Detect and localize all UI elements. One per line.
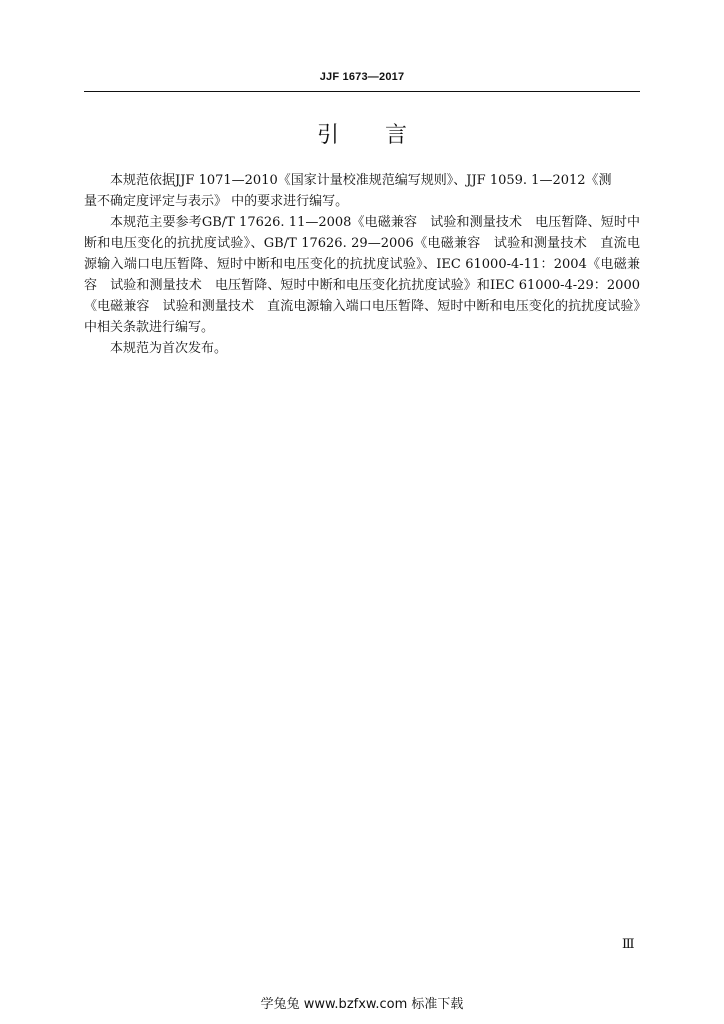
paragraph-basis	[84, 170, 640, 191]
page-number: Ⅲ	[622, 937, 635, 952]
header-rule	[84, 91, 640, 92]
paragraph-references: 本规范主要参考GB/T 17626. 11—2008《电磁兼容 试验和测量技术 电压暂降、短时中断和电压变化的抗扰度试验》、GB/T 17626. 29—2006《电磁兼容 试验和测量技术 直流电源输入端口电压暂降、短时中断和电压变化的抗扰度试验》、IEC 61000-4-11：2004《电磁兼容 试验和测量技术 电压暂降、短时中断和电压变化抗扰度试验》和IEC 61000-4-29：2000《电磁兼容 试验和测量技术 直流电源输入端口电压暂降、短时中断和电压变化的抗扰度试验》中相关条款进行编写。	[84, 215, 640, 335]
paragraph-basis-line-1: 本规范依据JJF 1071—2010《国家计量校准规范编写规则》、JJF 1059. 1—2012《测	[110, 173, 612, 188]
paragraph-basis-line-2: 量不确定度评定与表示》 中的要求进行编写。	[84, 194, 349, 209]
body-text	[84, 170, 640, 359]
paragraph-basis-continuation	[84, 191, 640, 212]
footer-watermark-text: 学兔兔 www.bzfxw.com 标准下载	[260, 997, 464, 1012]
page-title: 引言	[316, 123, 453, 148]
document-code-header: JJF 1673—2017	[319, 71, 405, 83]
paragraph-first-release: 本规范为首次发布。	[110, 341, 228, 356]
